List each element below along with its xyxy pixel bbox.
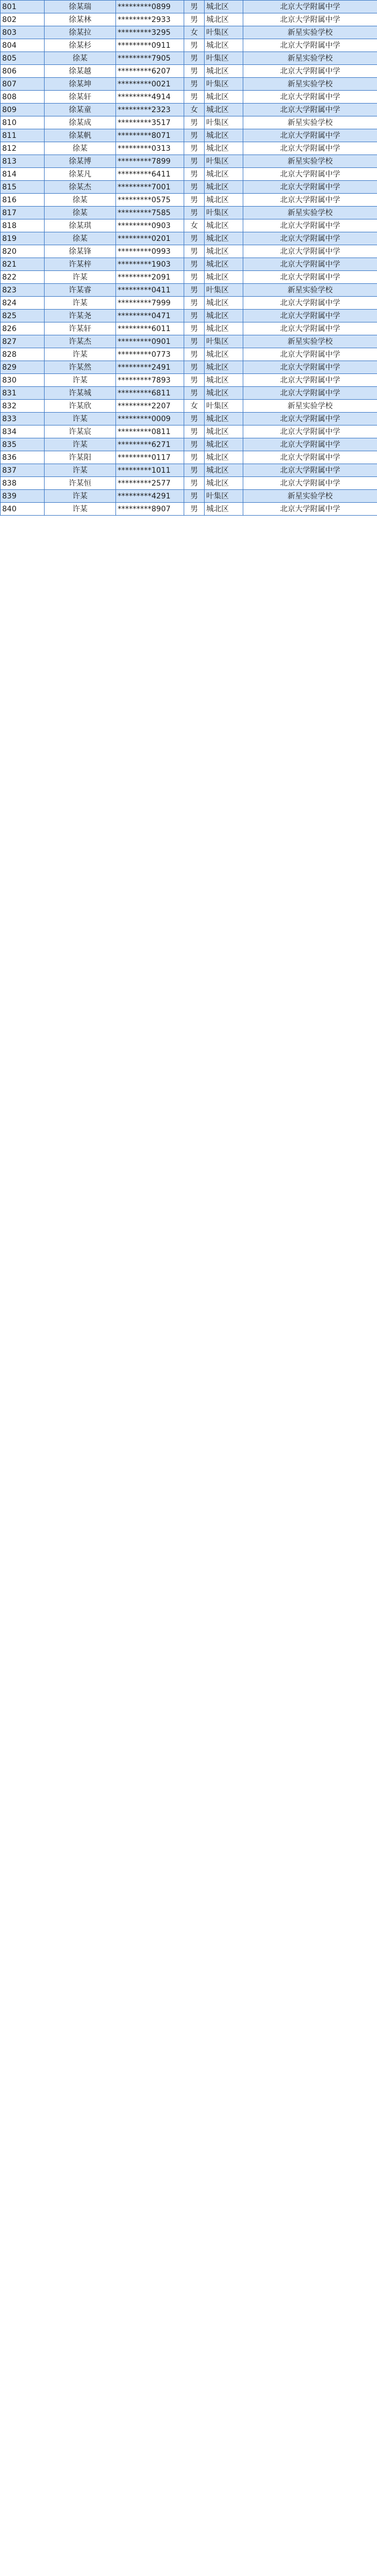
district-cell: 城北区 (205, 104, 243, 116)
masked-id-cell: *********7001 (116, 181, 184, 194)
district-cell: 城北区 (205, 1, 243, 13)
school-name-cell: 北京大学附属中学 (243, 91, 377, 104)
gender-cell: 男 (184, 310, 205, 322)
student-name-cell: 徐某坤 (45, 78, 116, 91)
row-number-cell: 807 (1, 78, 45, 91)
roster-body (1, 1, 377, 516)
gender-cell: 男 (184, 181, 205, 194)
row-number-cell: 805 (1, 52, 45, 65)
table-row (1, 271, 377, 284)
gender-cell: 男 (184, 503, 205, 516)
row-number-cell: 810 (1, 116, 45, 129)
district-cell: 城北区 (205, 232, 243, 245)
table-row (1, 387, 377, 400)
district-cell: 城北区 (205, 438, 243, 451)
district-cell: 城北区 (205, 387, 243, 400)
masked-id-cell: *********0313 (116, 142, 184, 155)
gender-cell: 男 (184, 451, 205, 464)
table-row (1, 438, 377, 451)
table-row (1, 297, 377, 310)
masked-id-cell: *********7893 (116, 374, 184, 387)
student-name-cell: 徐某杉 (45, 39, 116, 52)
row-number-cell: 828 (1, 348, 45, 361)
masked-id-cell: *********6271 (116, 438, 184, 451)
gender-cell: 男 (184, 413, 205, 425)
district-cell: 叶集区 (205, 207, 243, 219)
school-name-cell: 新星实验学校 (243, 26, 377, 39)
district-cell: 城北区 (205, 168, 243, 181)
district-cell: 城北区 (205, 310, 243, 322)
school-name-cell: 新星实验学校 (243, 78, 377, 91)
student-name-cell: 许某 (45, 413, 116, 425)
row-number-cell: 801 (1, 1, 45, 13)
table-row (1, 245, 377, 258)
student-name-cell: 许某欣 (45, 400, 116, 413)
school-name-cell: 北京大学附属中学 (243, 361, 377, 374)
row-number-cell: 826 (1, 322, 45, 335)
gender-cell: 男 (184, 1, 205, 13)
row-number-cell: 830 (1, 374, 45, 387)
student-name-cell: 许某梓 (45, 258, 116, 271)
masked-id-cell: *********4914 (116, 91, 184, 104)
masked-id-cell: *********0201 (116, 232, 184, 245)
district-cell: 城北区 (205, 13, 243, 26)
masked-id-cell: *********7999 (116, 297, 184, 310)
gender-cell: 女 (184, 400, 205, 413)
district-cell: 城北区 (205, 464, 243, 477)
row-number-cell: 824 (1, 297, 45, 310)
school-name-cell: 北京大学附属中学 (243, 39, 377, 52)
school-name-cell: 北京大学附属中学 (243, 451, 377, 464)
student-name-cell: 徐某帆 (45, 129, 116, 142)
gender-cell: 男 (184, 232, 205, 245)
student-name-cell: 徐某博 (45, 155, 116, 168)
row-number-cell: 823 (1, 284, 45, 297)
table-row (1, 374, 377, 387)
table-row (1, 26, 377, 39)
gender-cell: 男 (184, 361, 205, 374)
school-name-cell: 新星实验学校 (243, 284, 377, 297)
school-name-cell: 北京大学附属中学 (243, 219, 377, 232)
school-name-cell: 北京大学附属中学 (243, 142, 377, 155)
row-number-cell: 809 (1, 104, 45, 116)
student-name-cell: 许某 (45, 490, 116, 503)
school-name-cell: 北京大学附属中学 (243, 104, 377, 116)
masked-id-cell: *********7905 (116, 52, 184, 65)
row-number-cell: 829 (1, 361, 45, 374)
table-row (1, 361, 377, 374)
row-number-cell: 838 (1, 477, 45, 490)
table-row (1, 104, 377, 116)
row-number-cell: 836 (1, 451, 45, 464)
gender-cell: 男 (184, 438, 205, 451)
table-row (1, 1, 377, 13)
row-number-cell: 815 (1, 181, 45, 194)
district-cell: 叶集区 (205, 155, 243, 168)
masked-id-cell: *********2491 (116, 361, 184, 374)
row-number-cell: 827 (1, 335, 45, 348)
masked-id-cell: *********8907 (116, 503, 184, 516)
student-name-cell: 许某宸 (45, 425, 116, 438)
school-name-cell: 北京大学附属中学 (243, 168, 377, 181)
row-number-cell: 833 (1, 413, 45, 425)
table-row (1, 400, 377, 413)
gender-cell: 男 (184, 39, 205, 52)
school-name-cell: 新星实验学校 (243, 155, 377, 168)
district-cell: 叶集区 (205, 52, 243, 65)
district-cell: 城北区 (205, 413, 243, 425)
masked-id-cell: *********0009 (116, 413, 184, 425)
student-name-cell: 徐某林 (45, 13, 116, 26)
district-cell: 城北区 (205, 219, 243, 232)
row-number-cell: 814 (1, 168, 45, 181)
table-row (1, 335, 377, 348)
row-number-cell: 822 (1, 271, 45, 284)
masked-id-cell: *********2091 (116, 271, 184, 284)
table-row (1, 322, 377, 335)
row-number-cell: 813 (1, 155, 45, 168)
school-name-cell: 新星实验学校 (243, 52, 377, 65)
table-row (1, 13, 377, 26)
gender-cell: 男 (184, 52, 205, 65)
gender-cell: 男 (184, 155, 205, 168)
row-number-cell: 812 (1, 142, 45, 155)
masked-id-cell: *********0471 (116, 310, 184, 322)
gender-cell: 男 (184, 464, 205, 477)
gender-cell: 男 (184, 477, 205, 490)
district-cell: 叶集区 (205, 490, 243, 503)
table-row (1, 464, 377, 477)
gender-cell: 男 (184, 271, 205, 284)
district-cell: 城北区 (205, 129, 243, 142)
school-name-cell: 北京大学附属中学 (243, 245, 377, 258)
gender-cell: 男 (184, 78, 205, 91)
gender-cell: 男 (184, 207, 205, 219)
school-name-cell: 北京大学附属中学 (243, 503, 377, 516)
district-cell: 城北区 (205, 39, 243, 52)
masked-id-cell: *********2577 (116, 477, 184, 490)
district-cell: 城北区 (205, 142, 243, 155)
gender-cell: 男 (184, 490, 205, 503)
row-number-cell: 817 (1, 207, 45, 219)
student-name-cell: 徐某拉 (45, 26, 116, 39)
district-cell: 城北区 (205, 181, 243, 194)
student-name-cell: 徐某 (45, 194, 116, 207)
school-name-cell: 北京大学附属中学 (243, 413, 377, 425)
district-cell: 城北区 (205, 258, 243, 271)
student-name-cell: 许某阳 (45, 451, 116, 464)
school-name-cell: 北京大学附属中学 (243, 1, 377, 13)
masked-id-cell: *********0021 (116, 78, 184, 91)
masked-id-cell: *********0899 (116, 1, 184, 13)
masked-id-cell: *********1011 (116, 464, 184, 477)
table-row (1, 116, 377, 129)
masked-id-cell: *********2207 (116, 400, 184, 413)
gender-cell: 男 (184, 374, 205, 387)
row-number-cell: 840 (1, 503, 45, 516)
gender-cell: 女 (184, 219, 205, 232)
masked-id-cell: *********8071 (116, 129, 184, 142)
student-name-cell: 徐某成 (45, 116, 116, 129)
row-number-cell: 825 (1, 310, 45, 322)
school-name-cell: 北京大学附属中学 (243, 297, 377, 310)
school-name-cell: 新星实验学校 (243, 116, 377, 129)
gender-cell: 男 (184, 387, 205, 400)
gender-cell: 女 (184, 104, 205, 116)
district-cell: 城北区 (205, 194, 243, 207)
district-cell: 城北区 (205, 451, 243, 464)
student-name-cell: 徐某轩 (45, 91, 116, 104)
school-name-cell: 北京大学附属中学 (243, 374, 377, 387)
district-cell: 城北区 (205, 91, 243, 104)
masked-id-cell: *********6207 (116, 65, 184, 78)
school-name-cell: 北京大学附属中学 (243, 129, 377, 142)
gender-cell: 男 (184, 168, 205, 181)
district-cell: 城北区 (205, 322, 243, 335)
gender-cell: 男 (184, 194, 205, 207)
student-name-cell: 徐某锋 (45, 245, 116, 258)
masked-id-cell: *********0811 (116, 425, 184, 438)
gender-cell: 男 (184, 335, 205, 348)
student-name-cell: 许某 (45, 464, 116, 477)
table-row (1, 413, 377, 425)
district-cell: 城北区 (205, 374, 243, 387)
school-name-cell: 北京大学附属中学 (243, 387, 377, 400)
student-name-cell: 许某 (45, 374, 116, 387)
roster-table (0, 0, 377, 516)
district-cell: 城北区 (205, 271, 243, 284)
district-cell: 城北区 (205, 503, 243, 516)
school-name-cell: 北京大学附属中学 (243, 258, 377, 271)
district-cell: 城北区 (205, 65, 243, 78)
table-row (1, 503, 377, 516)
masked-id-cell: *********6011 (116, 322, 184, 335)
gender-cell: 女 (184, 26, 205, 39)
school-name-cell: 北京大学附属中学 (243, 477, 377, 490)
gender-cell: 男 (184, 425, 205, 438)
masked-id-cell: *********6811 (116, 387, 184, 400)
row-number-cell: 820 (1, 245, 45, 258)
district-cell: 叶集区 (205, 116, 243, 129)
table-row (1, 451, 377, 464)
table-row (1, 232, 377, 245)
student-name-cell: 许某然 (45, 361, 116, 374)
masked-id-cell: *********0773 (116, 348, 184, 361)
masked-id-cell: *********0903 (116, 219, 184, 232)
student-name-cell: 许某轩 (45, 322, 116, 335)
table-row (1, 477, 377, 490)
masked-id-cell: *********2933 (116, 13, 184, 26)
school-name-cell: 北京大学附属中学 (243, 194, 377, 207)
district-cell: 叶集区 (205, 78, 243, 91)
district-cell: 叶集区 (205, 400, 243, 413)
district-cell: 城北区 (205, 348, 243, 361)
gender-cell: 男 (184, 297, 205, 310)
school-name-cell: 北京大学附属中学 (243, 348, 377, 361)
masked-id-cell: *********0993 (116, 245, 184, 258)
school-name-cell: 北京大学附属中学 (243, 65, 377, 78)
gender-cell: 男 (184, 348, 205, 361)
district-cell: 城北区 (205, 477, 243, 490)
gender-cell: 男 (184, 116, 205, 129)
student-name-cell: 许某 (45, 503, 116, 516)
school-name-cell: 新星实验学校 (243, 490, 377, 503)
district-cell: 城北区 (205, 361, 243, 374)
masked-id-cell: *********0901 (116, 335, 184, 348)
student-name-cell: 许某城 (45, 387, 116, 400)
student-name-cell: 徐某 (45, 52, 116, 65)
row-number-cell: 816 (1, 194, 45, 207)
masked-id-cell: *********3517 (116, 116, 184, 129)
district-cell: 城北区 (205, 245, 243, 258)
row-number-cell: 831 (1, 387, 45, 400)
table-row (1, 78, 377, 91)
school-name-cell: 新星实验学校 (243, 335, 377, 348)
student-name-cell: 徐某 (45, 207, 116, 219)
gender-cell: 男 (184, 245, 205, 258)
school-name-cell: 北京大学附属中学 (243, 438, 377, 451)
student-name-cell: 徐某越 (45, 65, 116, 78)
masked-id-cell: *********0117 (116, 451, 184, 464)
masked-id-cell: *********4291 (116, 490, 184, 503)
student-name-cell: 徐某凡 (45, 168, 116, 181)
district-cell: 叶集区 (205, 335, 243, 348)
table-row (1, 39, 377, 52)
table-row (1, 52, 377, 65)
table-row (1, 310, 377, 322)
masked-id-cell: *********6411 (116, 168, 184, 181)
row-number-cell: 819 (1, 232, 45, 245)
table-row (1, 142, 377, 155)
row-number-cell: 832 (1, 400, 45, 413)
row-number-cell: 834 (1, 425, 45, 438)
gender-cell: 男 (184, 129, 205, 142)
table-row (1, 258, 377, 271)
masked-id-cell: *********0411 (116, 284, 184, 297)
student-name-cell: 徐某 (45, 232, 116, 245)
masked-id-cell: *********7585 (116, 207, 184, 219)
student-name-cell: 许某尧 (45, 310, 116, 322)
school-name-cell: 北京大学附属中学 (243, 310, 377, 322)
table-row (1, 194, 377, 207)
row-number-cell: 837 (1, 464, 45, 477)
table-row (1, 168, 377, 181)
masked-id-cell: *********3295 (116, 26, 184, 39)
student-name-cell: 许某 (45, 438, 116, 451)
row-number-cell: 802 (1, 13, 45, 26)
district-cell: 城北区 (205, 297, 243, 310)
row-number-cell: 808 (1, 91, 45, 104)
school-name-cell: 北京大学附属中学 (243, 271, 377, 284)
student-name-cell: 许某杰 (45, 335, 116, 348)
school-name-cell: 新星实验学校 (243, 400, 377, 413)
row-number-cell: 839 (1, 490, 45, 503)
school-name-cell: 北京大学附属中学 (243, 13, 377, 26)
table-row (1, 129, 377, 142)
student-name-cell: 徐某杰 (45, 181, 116, 194)
student-name-cell: 许某 (45, 297, 116, 310)
district-cell: 叶集区 (205, 284, 243, 297)
table-row (1, 155, 377, 168)
student-name-cell: 许某 (45, 348, 116, 361)
student-name-cell: 徐某瑞 (45, 1, 116, 13)
table-row (1, 490, 377, 503)
student-name-cell: 徐某童 (45, 104, 116, 116)
gender-cell: 男 (184, 91, 205, 104)
student-name-cell: 许某睿 (45, 284, 116, 297)
row-number-cell: 803 (1, 26, 45, 39)
row-number-cell: 818 (1, 219, 45, 232)
student-name-cell: 徐某 (45, 142, 116, 155)
student-name-cell: 徐某琪 (45, 219, 116, 232)
gender-cell: 男 (184, 322, 205, 335)
school-name-cell: 北京大学附属中学 (243, 425, 377, 438)
row-number-cell: 811 (1, 129, 45, 142)
gender-cell: 男 (184, 13, 205, 26)
table-row (1, 65, 377, 78)
table-row (1, 91, 377, 104)
school-name-cell: 北京大学附属中学 (243, 181, 377, 194)
gender-cell: 男 (184, 284, 205, 297)
table-row (1, 207, 377, 219)
masked-id-cell: *********2323 (116, 104, 184, 116)
row-number-cell: 804 (1, 39, 45, 52)
table-row (1, 284, 377, 297)
masked-id-cell: *********0575 (116, 194, 184, 207)
masked-id-cell: *********1903 (116, 258, 184, 271)
school-name-cell: 北京大学附属中学 (243, 232, 377, 245)
row-number-cell: 835 (1, 438, 45, 451)
school-name-cell: 北京大学附属中学 (243, 322, 377, 335)
row-number-cell: 806 (1, 65, 45, 78)
masked-id-cell: *********7899 (116, 155, 184, 168)
gender-cell: 男 (184, 65, 205, 78)
student-name-cell: 许某恒 (45, 477, 116, 490)
masked-id-cell: *********0911 (116, 39, 184, 52)
district-cell: 叶集区 (205, 26, 243, 39)
school-name-cell: 新星实验学校 (243, 207, 377, 219)
gender-cell: 男 (184, 142, 205, 155)
table-row (1, 348, 377, 361)
district-cell: 城北区 (205, 425, 243, 438)
table-row (1, 425, 377, 438)
school-name-cell: 北京大学附属中学 (243, 464, 377, 477)
student-name-cell: 许某 (45, 271, 116, 284)
table-row (1, 181, 377, 194)
gender-cell: 男 (184, 258, 205, 271)
table-row (1, 219, 377, 232)
row-number-cell: 821 (1, 258, 45, 271)
